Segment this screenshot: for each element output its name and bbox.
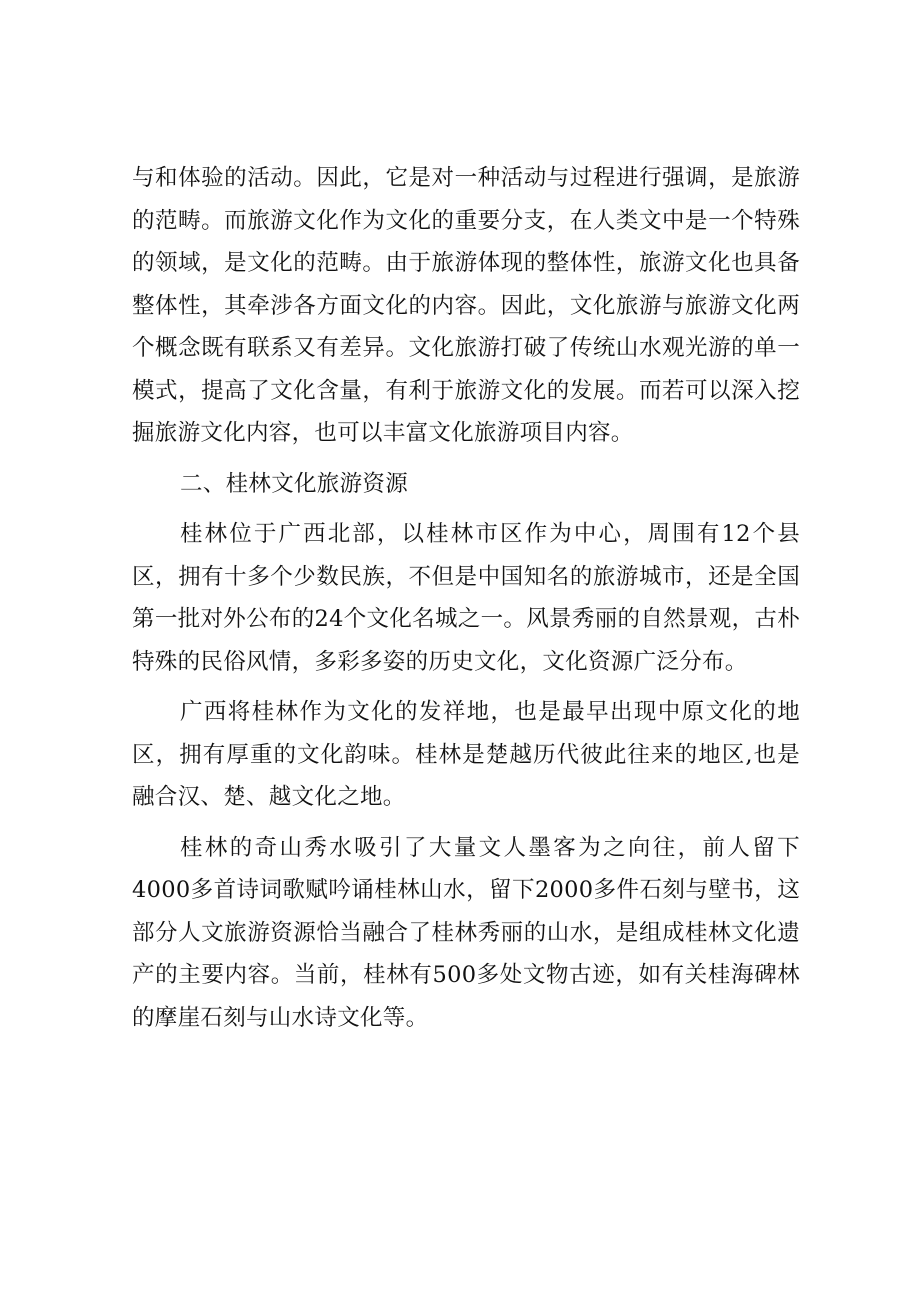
- document-body: [132, 157, 800, 1047]
- paragraph-continuation: 与和体验的活动。因此，它是对一种活动与过程进行强调，是旅游的范畴。而旅游文化作为文化的重要分支，在人类文中是一个特殊的领域，是文化的范畴。由于旅游体现的整体性，旅游文化也具备整体性，其牵涉各方面文化的内容。因此，文化旅游与旅游文化两个概念既有联系又有差异。文化旅游打破了传统山水观光游的单一模式，提高了文化含量，有利于旅游文化的发展。而若可以深入挖掘旅游文化内容，也可以丰富文化旅游项目内容。: [132, 165, 800, 446]
- paragraph-guilin-location: 桂林位于广西北部，以桂林市区作为中心，周围有12个县区，拥有十多个少数民族，不但是中国知名的旅游城市，还是全国第一批对外公布的24个文化名城之一。风景秀丽的自然景观，古朴特殊的民俗风情，多彩多姿的历史文化，文化资源广泛分布。: [132, 521, 800, 675]
- paragraph-guilin-heritage: 桂林的奇山秀水吸引了大量文人墨客为之向往，前人留下4000多首诗词歌赋吟诵桂林山水，留下2000多件石刻与壁书，这部分人文旅游资源恰当融合了桂林秀丽的山水，是组成桂林文化遗产的主要内容。当前，桂林有500多处文物古迹，如有关桂海碑林的摩崖石刻与山水诗文化等。: [132, 834, 800, 1031]
- section-heading: 二、桂林文化旅游资源: [180, 470, 409, 497]
- paragraph-guilin-culture-origin: 广西将桂林作为文化的发祥地，也是最早出现中原文化的地区，拥有厚重的文化韵味。桂林是楚越历代彼此往来的地区,也是融合汉、楚、越文化之地。: [132, 699, 800, 810]
